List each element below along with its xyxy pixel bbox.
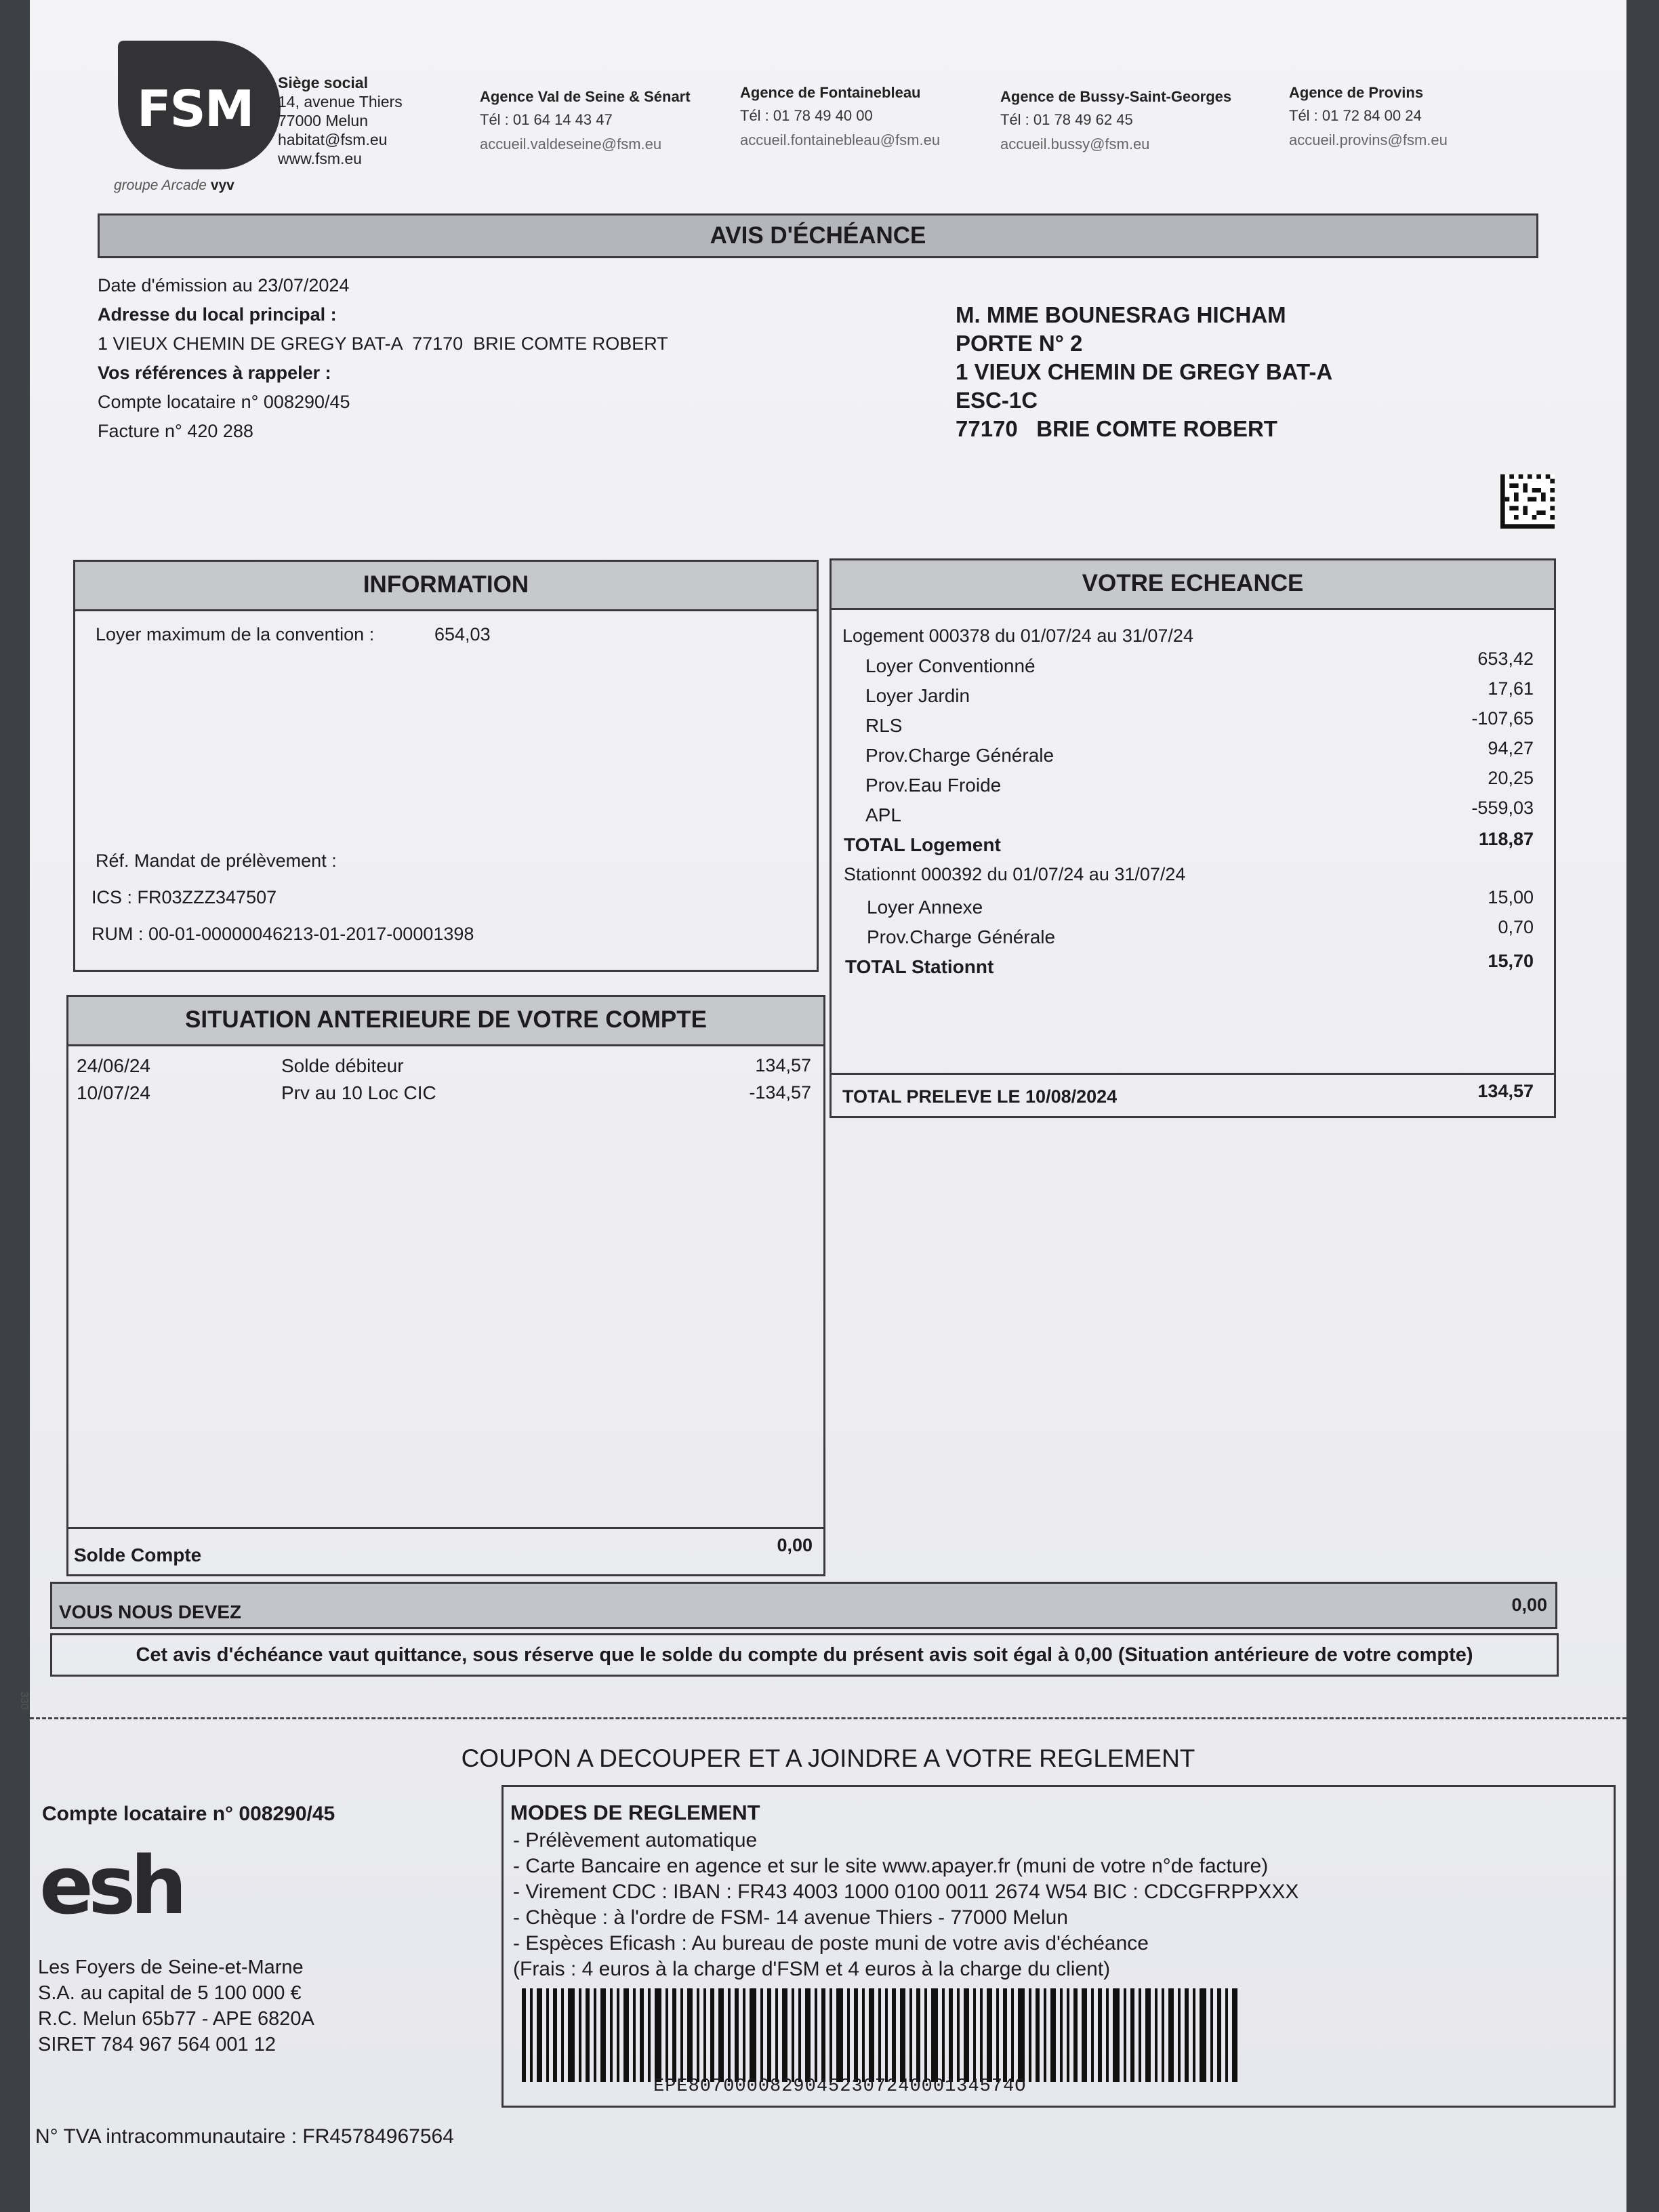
divider <box>832 1073 1554 1075</box>
vat-number: N° TVA intracommunautaire : FR45784967564 <box>35 2125 454 2148</box>
notice-page <box>18 0 1626 2212</box>
line-item-label: RLS <box>865 715 903 736</box>
divider <box>68 1527 823 1529</box>
datamatrix-code <box>1499 474 1556 529</box>
amount-due-bar <box>50 1582 1557 1629</box>
coupon-title: COUPON A DECOUPER ET A JOINDRE A VOTRE REGLEMENT <box>461 1744 1195 1772</box>
line-item-value: -559,03 <box>1471 798 1534 818</box>
total-logement-value: 118,87 <box>1478 829 1534 849</box>
line-item-value: 94,27 <box>1488 738 1534 758</box>
total-stationnement-value: 15,70 <box>1488 951 1534 971</box>
document-title: AVIS D'ÉCHÉANCE <box>98 213 1538 258</box>
total-stationnement-label: TOTAL Stationnt <box>845 956 994 977</box>
recipient-address: M. MME BOUNESRAG HICHAM PORTE N° 2 1 VIEUX CHEMIN DE GREGY BAT-A ESC-1C 77170 BRIE COMTE ROBERT <box>956 302 1333 441</box>
situation-date: 10/07/24 <box>77 1082 150 1103</box>
mandat-label: Réf. Mandat de prélèvement : <box>96 851 337 871</box>
line-item-value: 653,42 <box>1477 649 1534 669</box>
rum-value: RUM : 00-01-00000046213-01-2017-00001398 <box>91 924 474 944</box>
line-item-label: Prov.Charge Générale <box>867 926 1056 947</box>
payment-methods-list: - Prélèvement automatique - Carte Bancaire en agence et sur le site www.apayer.fr (muni de votre n°de facture) - Virement CDC : IBAN : FR43 4003 1000 0100 0011 2674 W54 BIC : CDCGFRPPXXX - Chèque : à l'ordre de FSM- 14 avenue Thiers - 77000 Melun - Espèces Eficash : Au bureau de poste muni de votre avis d'échéance (Frais : 4 euros à la charge d'FSM et 4 euros à la charge du client) <box>513 1829 1299 1980</box>
logo-group-caption: groupe Arcade vyv <box>114 178 234 193</box>
echeance-box <box>830 558 1556 1118</box>
line-item-label: APL <box>865 804 901 825</box>
payment-barcode <box>522 1988 1240 2082</box>
cut-line <box>30 1717 1626 1719</box>
situation-title: SITUATION ANTERIEURE DE VOTRE COMPTE <box>68 997 823 1046</box>
quittance-notice: Cet avis d'échéance vaut quittance, sous réserve que le solde du compte du présent avis soit égal à 0,00 (Situation antérieure de votre compte) <box>50 1633 1559 1677</box>
line-item-label: Loyer Annexe <box>867 897 983 918</box>
line-item-value: 20,25 <box>1488 768 1534 788</box>
barcode-text: EPE8070000829045230724000134574O <box>653 2076 1027 2097</box>
side-code: 330 <box>18 1692 30 1710</box>
line-item-label: Prov.Charge Générale <box>865 745 1054 766</box>
line-item-value: -107,65 <box>1471 708 1534 729</box>
total-preleve-label: TOTAL PRELEVE LE 10/08/2024 <box>842 1086 1118 1107</box>
information-title: INFORMATION <box>75 562 817 611</box>
logement-heading: Logement 000378 du 01/07/24 au 31/07/24 <box>842 626 1193 646</box>
agency-bussy: Agence de Bussy-Saint-Georges Tél : 01 78 49 62 45 accueil.bussy@fsm.eu <box>1000 88 1232 152</box>
line-item-label: Prov.Eau Froide <box>865 775 1002 796</box>
line-item-value: 17,61 <box>1488 678 1534 699</box>
amount-due-label: VOUS NOUS DEVEZ <box>59 1601 242 1622</box>
esh-logo: esh <box>39 1839 182 1932</box>
echeance-title: VOTRE ECHEANCE <box>832 560 1554 610</box>
ics-value: ICS : FR03ZZZ347507 <box>91 887 277 907</box>
line-item-label: Loyer Jardin <box>865 685 970 706</box>
information-box <box>73 560 819 972</box>
line-item-label: Loyer Conventionné <box>865 655 1036 676</box>
head-office: Siège social 14, avenue Thiers 77000 Melun habitat@fsm.eu www.fsm.eu <box>278 74 403 167</box>
total-logement-label: TOTAL Logement <box>844 834 1001 855</box>
situation-value: -134,57 <box>749 1082 811 1103</box>
agency-fontainebleau: Agence de Fontainebleau Tél : 01 78 49 40 00 accueil.fontainebleau@fsm.eu <box>740 84 941 148</box>
company-info: Les Foyers de Seine-et-Marne S.A. au capital de 5 100 000 € R.C. Melun 65b77 - APE 6820A SIRET 784 967 564 001 12 <box>38 1957 314 2055</box>
situation-label: Prv au 10 Loc CIC <box>281 1082 436 1103</box>
loyer-max-label: Loyer maximum de la convention : <box>96 624 375 644</box>
situation-label: Solde débiteur <box>281 1055 404 1076</box>
situation-date: 24/06/24 <box>77 1055 150 1076</box>
solde-compte-value: 0,00 <box>777 1535 813 1555</box>
situation-value: 134,57 <box>755 1055 811 1076</box>
amount-due-value: 0,00 <box>1511 1595 1547 1615</box>
loyer-max-value: 654,03 <box>434 624 491 644</box>
fsm-logo-text: FSM <box>137 80 253 138</box>
solde-compte-label: Solde Compte <box>74 1544 202 1565</box>
total-preleve-value: 134,57 <box>1477 1081 1534 1101</box>
agency-provins: Agence de Provins Tél : 01 72 84 00 24 accueil.provins@fsm.eu <box>1289 84 1448 148</box>
situation-box <box>66 995 825 1576</box>
line-item-value: 15,00 <box>1488 887 1534 907</box>
coupon-account: Compte locataire n° 008290/45 <box>42 1803 335 1825</box>
payment-methods-title: MODES DE REGLEMENT <box>510 1801 760 1824</box>
line-item-value: 0,70 <box>1498 917 1534 937</box>
agency-val-de-seine: Agence Val de Seine & Sénart Tél : 01 64 14 43 47 accueil.valdeseine@fsm.eu <box>480 88 691 152</box>
reference-block: Date d'émission au 23/07/2024 Adresse du local principal : 1 VIEUX CHEMIN DE GREGY BAT-A 77170 BRIE COMTE ROBERT Vos références à rappeler : Compte locataire n° 008290/45 Facture n° 420 288 <box>98 275 668 441</box>
stationnement-heading: Stationnt 000392 du 01/07/24 au 31/07/24 <box>844 864 1186 884</box>
